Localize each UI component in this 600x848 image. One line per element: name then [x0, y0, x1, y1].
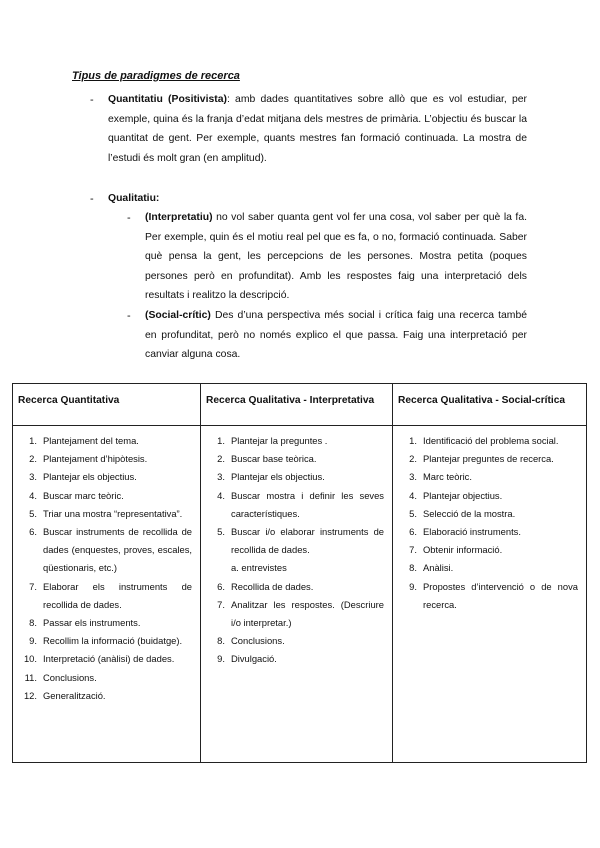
quantitative-text: : amb dades quantitatives sobre allò que es vol estudiar, per exemple, quina és la franja d’edat mitjana dels mestres de primària. L’objectiu és buscar la quantitat de gent. Per exemple, quants mestres fan formació continuada. La mostra de l’estudi és molt gran (en amplitud). — [108, 94, 527, 164]
list-item — [21, 578, 192, 614]
list-item — [209, 468, 384, 486]
list-item — [209, 578, 384, 596]
step-text: Selecció de la mostra. — [423, 507, 516, 519]
steps-list-social-critical — [401, 432, 578, 614]
step-text: Plantejament d’hipòtesis. — [43, 453, 148, 465]
step-number: 4. — [217, 489, 225, 501]
step-text: Generalització. — [43, 689, 106, 701]
step-number: 5. — [217, 526, 225, 538]
step-text: Passar els instruments. — [43, 617, 141, 629]
step-number: 9. — [217, 653, 225, 665]
list-item — [209, 523, 384, 559]
header-quantitative: Recerca Quantitativa — [13, 384, 201, 426]
list-item — [21, 432, 192, 450]
column-interpretative — [201, 426, 393, 763]
list-item — [21, 650, 192, 668]
step-text: Conclusions. — [231, 635, 285, 647]
column-social-critical — [393, 426, 587, 763]
table-header-row — [13, 384, 587, 426]
step-text: Buscar mostra i definir les seves característiques. — [231, 489, 384, 519]
step-number: 10. — [23, 653, 37, 665]
step-text: Analitzar les respostes. (Descriure i/o interpretar.) — [231, 598, 384, 629]
step-number: 7. — [217, 598, 225, 610]
column-quantitative — [13, 426, 201, 763]
step-number: 3. — [409, 471, 417, 483]
list-item — [21, 632, 192, 650]
paragraph-interpretative — [145, 208, 527, 306]
step-text: Recollida de dades. — [231, 580, 314, 592]
social-critical-heading: (Social-crític) — [145, 310, 211, 321]
step-number: 8. — [409, 562, 417, 574]
step-text: Buscar instruments de recollida de dades (enquestes, proves, escales, qüestionaris, etc.) — [43, 526, 192, 574]
bullet-dash: - — [127, 310, 131, 322]
steps-list-interpretative — [209, 432, 384, 669]
step-text: Plantejar preguntes de recerca. — [423, 453, 554, 465]
header-qualitative-social-critical: Recerca Qualitativa - Social-crítica — [393, 384, 587, 426]
list-item — [21, 687, 192, 705]
step-number: 8. — [29, 617, 37, 629]
step-text: Interpretació (anàlisi) de dades. — [43, 653, 175, 665]
list-item — [21, 669, 192, 687]
step-number: 1. — [409, 435, 417, 446]
step-text: Triar una mostra “representativa”. — [43, 507, 183, 519]
step-text: Anàlisi. — [423, 562, 454, 574]
sub-list-item: a. entrevistes — [231, 562, 287, 574]
list-item — [209, 650, 384, 668]
list-item — [21, 505, 192, 523]
bullet-dash: - — [90, 94, 94, 106]
step-text: Marc teòric. — [423, 471, 472, 483]
step-number: 2. — [217, 453, 225, 465]
list-item — [401, 487, 578, 505]
step-text: Buscar i/o elaborar instruments de recollida de dades. — [231, 526, 384, 556]
list-item — [209, 632, 384, 650]
step-text: Conclusions. — [43, 671, 97, 683]
step-text: Plantejament del tema. — [43, 435, 139, 446]
step-number: 11. — [24, 671, 37, 683]
step-number: 3. — [29, 471, 37, 483]
list-item — [21, 468, 192, 486]
list-item — [209, 596, 384, 632]
step-number: 9. — [409, 580, 417, 592]
step-text: Plantejar objectius. — [423, 489, 503, 501]
step-text: Elaborar els instruments de recollida de dades. — [43, 580, 192, 610]
step-number: 3. — [217, 471, 225, 483]
step-number: 4. — [29, 489, 37, 501]
step-text: Plantejar la preguntes . — [231, 435, 328, 446]
list-item — [401, 468, 578, 486]
step-number: 9. — [29, 635, 37, 647]
step-number: 1. — [29, 435, 37, 446]
list-item — [401, 559, 578, 577]
interpretative-heading: (Interpretatiu) — [145, 212, 213, 223]
research-comparison-table — [12, 383, 587, 763]
list-item — [209, 450, 384, 468]
list-item — [21, 523, 192, 578]
list-item — [209, 432, 384, 450]
step-text: Propostes d’intervenció o de nova recerca. — [423, 580, 578, 610]
step-number: 5. — [409, 507, 417, 519]
interpretative-text: no vol saber quanta gent vol fer una cosa, vol saber per què la fa. Per exemple, quin és el motiu real pel que es fa, o no, formació continuada. Saber què pensa la gent, les percepcions de les persones. Mostra petita (poques persones però en profunditat). Amb les respostes faig una interpretació dels resultats i realitzo la descripció. — [145, 212, 527, 302]
bullet-dash: - — [127, 212, 131, 224]
list-item — [401, 450, 578, 468]
steps-list-quantitative — [21, 432, 192, 705]
step-number: 4. — [409, 489, 417, 501]
step-number: 6. — [217, 580, 225, 592]
step-number: 7. — [409, 544, 417, 556]
step-number: 1. — [217, 435, 225, 446]
quantitative-heading: Quantitatiu (Positivista) — [108, 94, 227, 105]
list-item — [401, 432, 578, 450]
step-text: Identificació del problema social. — [423, 435, 559, 446]
page-title: Tipus de paradigmes de recerca — [72, 70, 240, 82]
step-text: Plantejar els objectius. — [43, 471, 137, 483]
list-item — [401, 523, 578, 541]
header-qualitative-interpretative: Recerca Qualitativa - Interpretativa — [201, 384, 393, 426]
qualitative-heading: Qualitatiu: — [108, 193, 160, 204]
list-item — [209, 487, 384, 523]
step-text: Recollim la informació (buidatge). — [43, 635, 183, 647]
step-number: 2. — [29, 453, 37, 465]
social-critical-text: Des d’una perspectiva més social i crítica faig una recerca també en profunditat, però no només explico el que passa. Faig una interpretació per canviar alguna cosa. — [145, 310, 527, 361]
step-number: 8. — [217, 635, 225, 647]
step-number: 6. — [409, 526, 417, 538]
table-body-row — [13, 426, 587, 763]
bullet-dash: - — [90, 193, 94, 205]
step-number: 7. — [29, 580, 37, 592]
step-number: 6. — [29, 526, 37, 538]
list-item — [21, 614, 192, 632]
qualitative-heading-line — [108, 189, 527, 209]
list-item — [21, 450, 192, 468]
step-number: 12. — [23, 689, 37, 701]
step-text: Divulgació. — [231, 653, 277, 665]
step-text: Buscar base teòrica. — [231, 453, 317, 465]
paragraph-social-critical — [145, 306, 527, 365]
step-text: Obtenir informació. — [423, 544, 503, 556]
list-item — [21, 487, 192, 505]
list-item — [401, 541, 578, 559]
list-item — [401, 505, 578, 523]
step-text: Elaboració instruments. — [423, 526, 521, 538]
step-text: Buscar marc teòric. — [43, 489, 124, 501]
step-number: 2. — [409, 453, 417, 465]
step-text: Plantejar els objectius. — [231, 471, 325, 483]
paragraph-quantitative — [108, 90, 527, 168]
step-number: 5. — [29, 507, 37, 519]
list-item — [401, 578, 578, 614]
